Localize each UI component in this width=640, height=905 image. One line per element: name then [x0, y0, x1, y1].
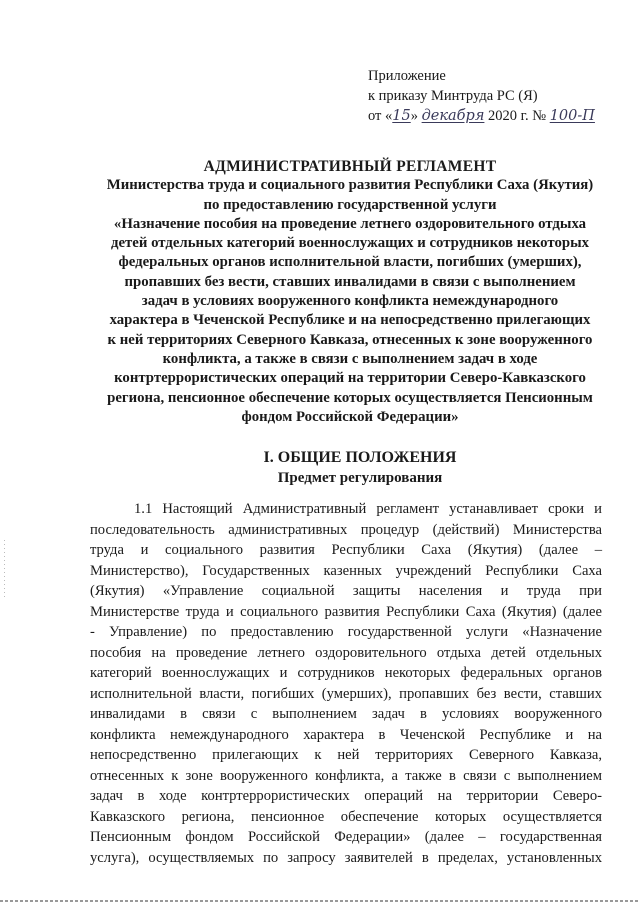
handwritten-day: 15: [392, 108, 411, 124]
title-line: пропавших без вести, ставших инвалидами в связи с выполнением: [124, 273, 576, 290]
body-line: категорий военнослужащих и сотрудников некоторых федеральных органов: [90, 665, 602, 681]
scan-artifact-bottom: [0, 900, 640, 902]
body-line: труда и социального развития Республики Саха (Якутия) (далее –: [90, 542, 602, 558]
body-text: [90, 499, 602, 868]
title-line: региона, пенсионное обеспечение которых осуществляется Пенсионным: [107, 389, 593, 406]
body-line: задач в ходе контртеррористических операций на территории Северо-: [90, 788, 602, 804]
date-prefix: от «: [368, 108, 393, 124]
body-line: последовательность административных процедур (действий) Министерства: [90, 521, 602, 538]
title-line: характера в Чеченской Республике и на непосредственно прилегающих: [109, 312, 591, 329]
handwritten-order-number: 100-П: [549, 108, 595, 124]
body-line: Пенсионным фондом Российской Федерации» (далее – государственная: [90, 829, 602, 845]
title-line: к ней территориях Северного Кавказа, отнесенных к зоне вооруженного: [107, 331, 593, 348]
title-line: Министерства труда и социального развития Республики Саха (Якутия): [106, 177, 594, 194]
body-line: непосредственно прилегающих к ней территориях Северного Кавказа,: [90, 747, 602, 763]
title-line: фондом Российской Федерации»: [241, 408, 459, 425]
section-subheading: Предмет регулирования: [277, 470, 443, 486]
body-line: 1.1 Настоящий Административный регламент устанавливает сроки и: [134, 501, 602, 517]
title-line: детей отдельных категорий военнослужащих и сотрудников некоторых: [110, 235, 590, 252]
body-line: пособия на проведение летнего оздоровительного отдыха детей отдельных: [90, 644, 602, 661]
title-line: задач в условиях вооруженного конфликта немеждународного: [141, 293, 559, 310]
body-line: Министерство), Государственных казенных учреждений Республики Саха: [90, 562, 602, 579]
title-line: конфликта, а также в связи с выполнением задач в ходе: [162, 350, 538, 367]
section-heading: I. ОБЩИЕ ПОЛОЖЕНИЯ: [263, 449, 457, 466]
document-title: [90, 157, 610, 427]
scan-artifact-left: [4, 540, 5, 600]
title-line: федеральных органов исполнительной власти, погибших (умерших),: [118, 254, 582, 271]
body-line: инвалидами в связи с выполнением задач в условиях вооруженного: [90, 706, 602, 722]
appendix-line-3: [368, 106, 595, 126]
appendix-block: [368, 66, 595, 126]
title-line: контртеррористических операций на территории Северо-Кавказского: [114, 370, 586, 387]
body-line: Министерстве труда и социального развития Республики Саха (Якутия) (далее: [90, 603, 602, 620]
appendix-line-2: к приказу Минтруда РС (Я): [368, 88, 538, 104]
body-line: (Якутия) «Управление социальной защиты населения и труда при: [90, 583, 602, 599]
body-line: Кавказского региона, пенсионное обеспечение которых осуществляется: [90, 808, 602, 825]
body-line: конфликта немеждународного характера в Чеченской Республике и на: [90, 726, 602, 743]
section-header: [90, 448, 630, 488]
date-mid-1: »: [410, 108, 422, 124]
body-line: исполнительной власти, погибших (умерших), пропавших без вести, ставших: [90, 685, 602, 702]
title-main: АДМИНИСТРАТИВНЫЙ РЕГЛАМЕНТ: [203, 158, 497, 175]
date-mid-2: 2020 г. №: [484, 108, 550, 124]
body-line: - Управление) по предоставлению государственной услуги «Назначение: [90, 624, 602, 640]
appendix-line-1: Приложение: [368, 68, 446, 84]
title-line: по предоставлению государственной услуги: [203, 196, 497, 213]
body-line: отнесенных к зоне вооруженного конфликта, а также в связи с выполнением: [90, 767, 602, 784]
handwritten-month: декабря: [421, 108, 485, 124]
body-line: услуга), осуществляемых по запросу заявителей в пределах, установленных: [90, 849, 602, 866]
title-line: «Назначение пособия на проведение летнего оздоровительного отдыха: [113, 215, 587, 232]
